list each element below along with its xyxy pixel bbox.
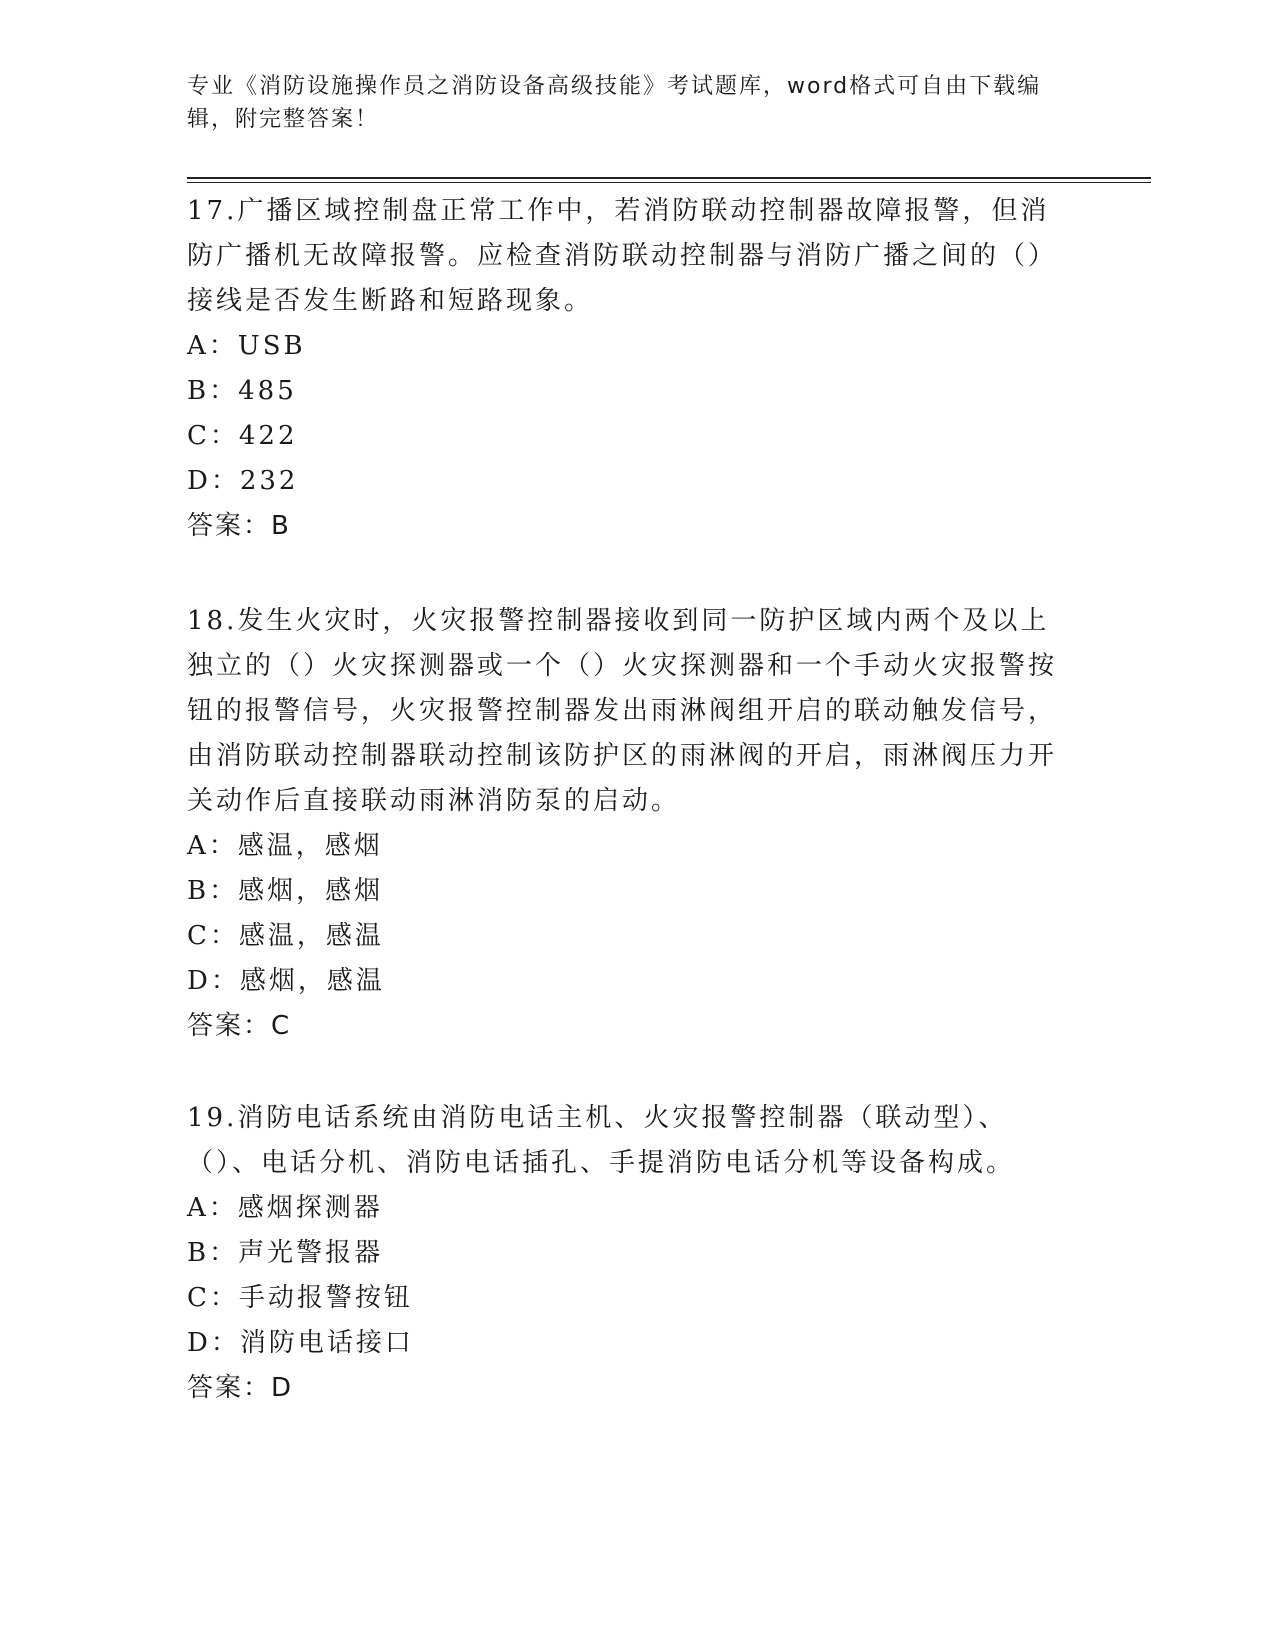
question-stem: 19.消防电话系统由消防电话主机、火灾报警控制器（联动型）、（）、电话分机、消防电话插孔、手提消防电话分机等设备构成。 [187,1103,1016,1178]
option-a: A：感烟探测器 [187,1193,383,1223]
option-b: B：感烟，感烟 [187,876,384,906]
question-17 [187,189,1067,549]
answer-line: 答案：B [187,511,291,541]
question-19 [187,1096,1067,1411]
question-18 [187,599,1067,1049]
option-b: B：声光警报器 [187,1238,384,1268]
answer-line: 答案：D [187,1373,294,1403]
answer-line: 答案：C [187,1011,292,1041]
option-list [187,324,1067,504]
header-divider-thin [187,182,1151,183]
option-b: B：485 [187,376,297,406]
question-stem: 17.广播区域控制盘正常工作中，若消防联动控制器故障报警，但消防广播机无故障报警。应检查消防联动控制器与消防广播之间的（）接线是否发生断路和短路现象。 [187,196,1058,316]
document-header: 专业《消防设施操作员之消防设备高级技能》考试题库，word格式可自由下载编辑，附完整答案！ [187,74,1042,132]
option-d: D：232 [187,466,299,496]
option-a: A：USB [187,331,306,361]
question-stem: 18.发生火灾时，火灾报警控制器接收到同一防护区域内两个及以上独立的（）火灾探测器或一个（）火灾探测器和一个手动火灾报警按钮的报警信号，火灾报警控制器发出雨淋阀组开启的联动触发信号，由消防联动控制器联动控制该防护区的雨淋阀的开启，雨淋阀压力开关动作后直接联动雨淋消防泵的启动。 [187,606,1058,816]
option-list [187,1186,1067,1366]
option-list [187,824,1067,1004]
header-divider-thick [187,177,1151,179]
option-d: D：消防电话接口 [187,1328,414,1358]
option-a: A：感温，感烟 [187,831,383,861]
option-c: C：手动报警按钮 [187,1283,413,1313]
option-c: C：422 [187,421,298,451]
option-d: D：感烟，感温 [187,966,385,996]
option-c: C：感温，感温 [187,921,384,951]
